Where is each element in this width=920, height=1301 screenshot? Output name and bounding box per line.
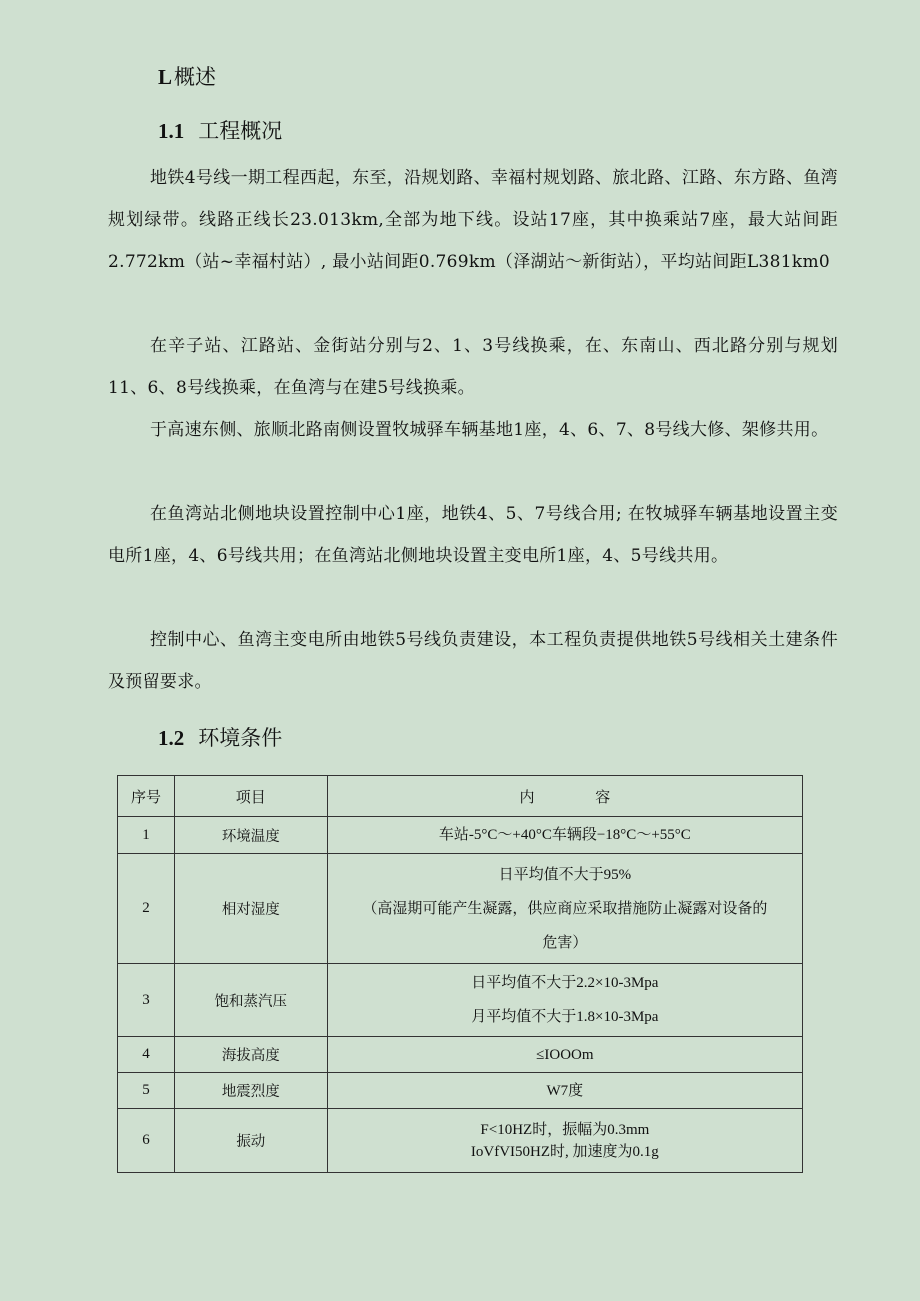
- header-no: 序号: [118, 776, 175, 817]
- table-row: [118, 817, 803, 854]
- table-row: [118, 1109, 803, 1173]
- section-heading-1-2: [158, 723, 282, 753]
- section-heading-1: [158, 62, 216, 92]
- section-title: 工程概况: [198, 119, 283, 143]
- paragraph-construction: 控制中心、鱼湾主变电所由地铁5号线负责建设，本工程负责提供地铁5号线相关土建条件及预留要求。: [108, 630, 838, 692]
- section-number: L: [158, 65, 173, 89]
- row-no: 3: [118, 964, 175, 1037]
- table-row: [118, 964, 803, 1037]
- table-row: [118, 1037, 803, 1073]
- paragraph-overview: 地铁4号线一期工程西起，东至，沿规划路、幸福村规划路、旅北路、江路、东方路、鱼湾规划绿带。线路正线长23.013km,全部为地下线。设站17座，其中换乘站7座，最大站间距2.772km（站~幸福村站）, 最小站间距0.769km（泽湖站～新街站），平均站间距L381km0: [108, 168, 838, 272]
- row-content: ≤IOOOm: [327, 1037, 802, 1073]
- header-item: 项目: [174, 776, 327, 817]
- row-item: 饱和蒸汽压: [174, 964, 327, 1037]
- section-title: 环境条件: [198, 726, 283, 750]
- row-content: W7度: [327, 1073, 802, 1109]
- row-item: 地震烈度: [174, 1073, 327, 1109]
- row-item: 相对湿度: [174, 854, 327, 964]
- row-item: 振动: [174, 1109, 327, 1173]
- row-content: 日平均值不大于95% （高湿期可能产生凝露，供应商应采取措施防止凝露对设备的 危害）: [327, 854, 802, 964]
- row-no: 4: [118, 1037, 175, 1073]
- section-number: 1.2: [158, 726, 185, 750]
- row-no: 1: [118, 817, 175, 854]
- table-row: [118, 1073, 803, 1109]
- table-header-row: [118, 776, 803, 817]
- paragraph-control-center: 在鱼湾站北侧地块设置控制中心1座，地铁4、5、7号线合用; 在牧城驿车辆基地设置主变电所1座，4、6号线共用；在鱼湾站北侧地块设置主变电所1座，4、5号线共用。: [108, 504, 838, 566]
- header-content: 内 容: [327, 776, 802, 817]
- row-item: 海拔高度: [174, 1037, 327, 1073]
- paragraph-transfer: 在辛子站、江路站、金街站分别与2、1、3号线换乘，在、东南山、西北路分别与规划11、6、8号线换乘，在鱼湾与在建5号线换乘。: [108, 336, 838, 398]
- row-no: 2: [118, 854, 175, 964]
- row-item: 环境温度: [174, 817, 327, 854]
- section-number: 1.1: [158, 119, 185, 143]
- row-content: F<10HZ时，振幅为0.3mm IoVfVI50HZ时, 加速度为0.1g: [327, 1109, 802, 1173]
- environment-table: [117, 775, 803, 1173]
- section-heading-1-1: [158, 116, 282, 146]
- row-no: 5: [118, 1073, 175, 1109]
- row-no: 6: [118, 1109, 175, 1173]
- table-row: [118, 854, 803, 964]
- row-content: 日平均值不大于2.2×10-3Mpa 月平均值不大于1.8×10-3Mpa: [327, 964, 802, 1037]
- row-content: 车站-5°C～+40°C车辆段−18°C～+55°C: [327, 817, 802, 854]
- paragraph-depot: 于高速东侧、旅顺北路南侧设置牧城驿车辆基地1座，4、6、7、8号线大修、架修共用。: [150, 420, 829, 440]
- section-title: 概述: [174, 65, 217, 89]
